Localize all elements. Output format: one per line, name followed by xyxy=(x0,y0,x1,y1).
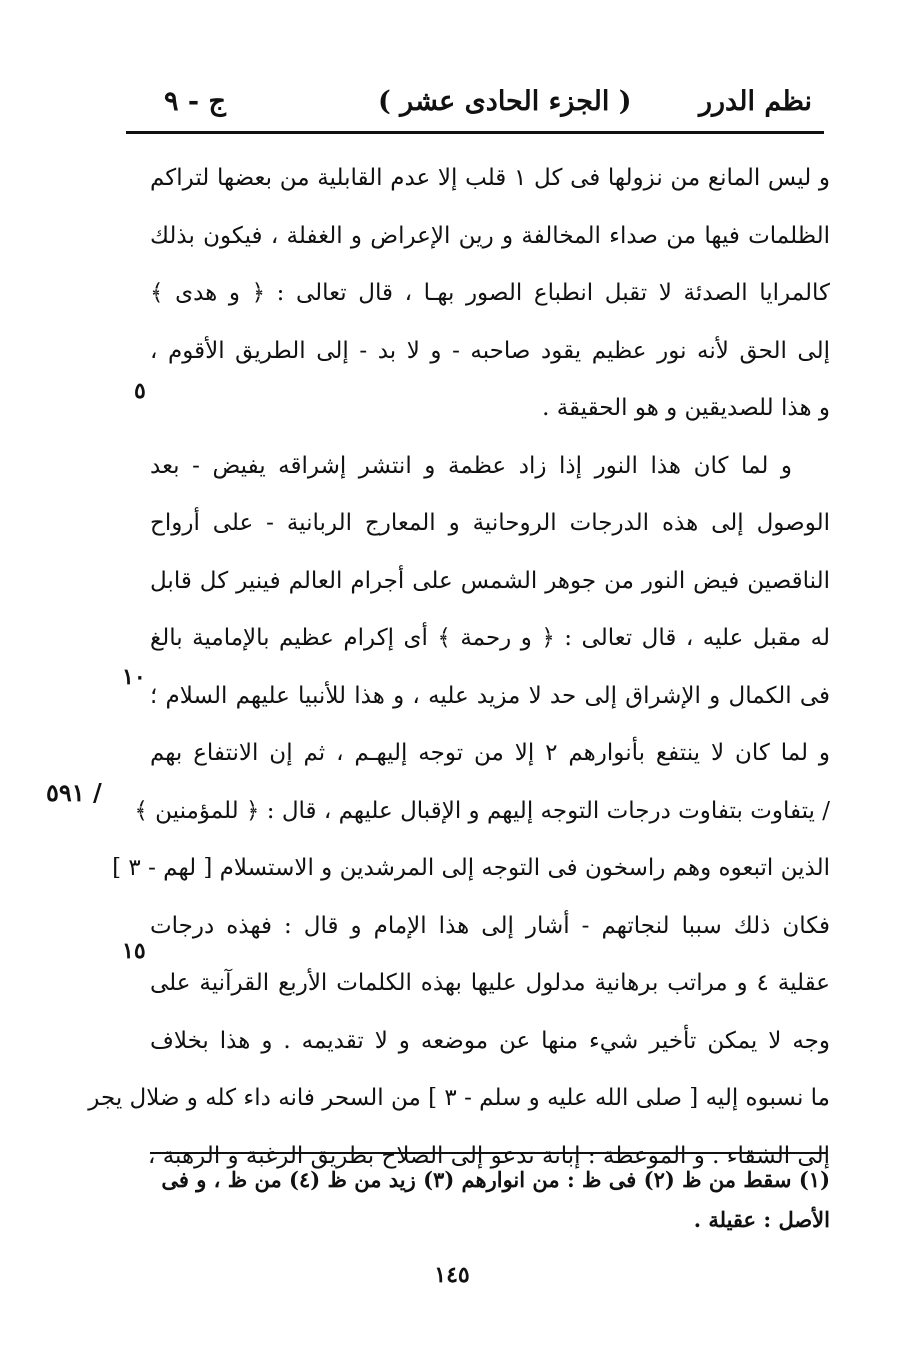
body-line: كالمرايا الصدئة لا تقبل انطباع الصور بهـا ، قال تعالى : ﴿ و هدى ﴾ xyxy=(150,280,830,306)
body-line: الظلمات فيها من صداء المخالفة و رين الإعراض و الغفلة ، فيكون بذلك xyxy=(150,222,830,249)
body-line: عقلية ٤ و مراتب برهانية مدلول عليها بهذه الكلمات الأربع القرآنية على xyxy=(150,970,831,996)
line-number-5: ٥ xyxy=(134,378,146,404)
body-line: و ليس المانع من نزولها فى كل ١ قلب إلا عدم القابلية من بعضها لتراكم xyxy=(150,165,830,191)
body-line: له مقبل عليه ، قال تعالى : ﴿ و رحمة ﴾ أى إكرام عظيم بالإمامية بالغ xyxy=(150,625,830,651)
body-line: إلى الحق لأنه نور عظيم يقود صاحبه - و لا بد - إلى الطريق الأقوم ، xyxy=(150,337,830,364)
footnote-line: (١) سقط من ظ (٢) فى ظ : من انوارهم (٣) زيد من ظ (٤) من ظ ، و فى xyxy=(161,1167,830,1192)
footnotes xyxy=(150,1160,830,1240)
body-line: فكان ذلك سببا لنجاتهم - أشار إلى هذا الإمام و قال : فهذه درجات xyxy=(150,912,830,939)
body-line: ما نسبوه إليه [ صلى الله عليه و سلم - ٣ ] من السحر فانه داء كله و ضلال يجر xyxy=(88,1085,830,1111)
marginal-folio-reference: / ٥٩١ xyxy=(46,778,102,807)
part-label: ( الجزء الحادى عشر ) xyxy=(378,86,632,117)
body-line: و هذا للصديقين و هو الحقيقة . xyxy=(542,395,830,421)
page-number: ١٤٥ xyxy=(434,1262,470,1288)
footnote-line: الأصل : عقيلة . xyxy=(693,1207,830,1232)
body-line: و لما كان هذا النور إذا زاد عظمة و انتشر إشراقه يفيض - بعد xyxy=(150,452,792,479)
body-line: و لما كان لا ينتفع بأنوارهم ٢ إلا من توجه إليهـم ، ثم إن الانتفاع بهم xyxy=(150,740,831,766)
body-line: وجه لا يمكن تأخير شيء منها عن موضعه و لا تقديمه . و هذا بخلاف xyxy=(150,1027,830,1054)
book-title: نظم الدرر xyxy=(698,86,812,117)
footnote-divider xyxy=(150,1152,826,1154)
line-number-10: ١٠ xyxy=(122,664,146,690)
chapter-reference: ج - ٩ xyxy=(164,86,226,117)
body-line: إلى الشقاء . و الموعظة : إبانة تدعو إلى الصلاح بطريق الرغبة و الرهبة ، xyxy=(147,1142,830,1169)
body-line: / يتفاوت بتفاوت درجات التوجه إليهم و الإقبال عليهم ، قال : ﴿ للمؤمنين ﴾ xyxy=(134,797,830,824)
header-divider xyxy=(126,131,824,134)
body-line: الناقصين فيض النور من جوهر الشمس على أجرام العالم فينير كل قابل xyxy=(150,567,830,594)
line-number-15: ١٥ xyxy=(122,938,146,964)
body-line: فى الكمال و الإشراق إلى حد لا مزيد عليه ، و هذا للأنبيا عليهم السلام ؛ xyxy=(150,682,830,709)
body-line: الوصول إلى هذه الدرجات الروحانية و المعارج الربانية - على أرواح xyxy=(150,510,830,536)
body-line: الذين اتبعوه وهم راسخون فى التوجه إلى المرشدين و الاستسلام [ لهم - ٣ ] xyxy=(112,855,830,881)
